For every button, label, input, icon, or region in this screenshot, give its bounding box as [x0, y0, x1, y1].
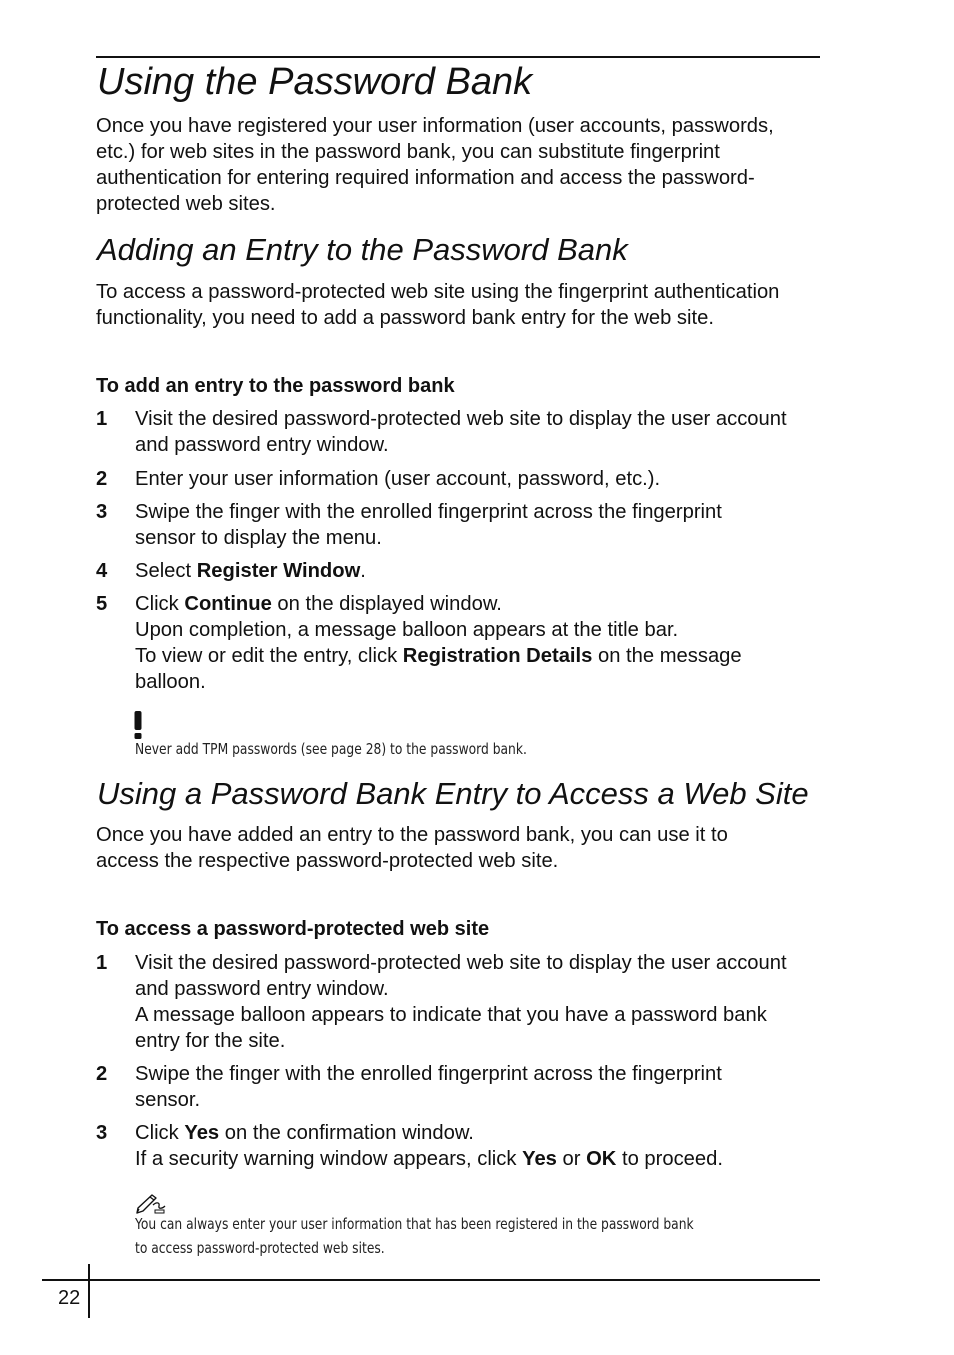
- step-text: Click Yes on the confirmation window. If a security warning window appears, click Yes or OK to proceed.: [135, 1122, 723, 1170]
- tip-note: You can always enter your user information that has been registered in the password bank to access password-protected web sites.: [135, 1215, 694, 1257]
- section1-paragraph: To access a password-protected web site using the fingerprint authentication functionality, you need to add a password bank entry for the web site.: [96, 281, 780, 329]
- page-number: 22: [58, 1287, 81, 1309]
- step-text: Swipe the finger with the enrolled fingerprint across the fingerprint sensor.: [135, 1063, 722, 1111]
- ui-term-continue: Continue: [184, 593, 272, 615]
- section-heading-using-entry: Using a Password Bank Entry to Access a Web Site: [97, 776, 809, 811]
- step-number: 2: [96, 1063, 108, 1085]
- step-number: 3: [96, 501, 108, 523]
- procedure-title-add-entry: To add an entry to the password bank: [96, 375, 455, 397]
- ui-term-register-window: Register Window: [196, 560, 361, 582]
- step-text: Enter your user information (user account, password, etc.).: [135, 468, 661, 490]
- caution-note: Never add TPM passwords (see page 28) to the password bank.: [135, 740, 527, 758]
- step-text: Select Register Window.: [135, 560, 366, 582]
- page-title: Using the Password Bank: [97, 61, 533, 103]
- step-number: 4: [96, 560, 108, 582]
- step-text: Click Continue on the displayed window. Upon completion, a message balloon appears at the title bar. To view or edit the entry, click Registration Details on the message balloon.: [135, 593, 742, 693]
- pencil-note-icon: [135, 1192, 167, 1214]
- footer-rule: [42, 1279, 820, 1281]
- step-number: 3: [96, 1122, 108, 1144]
- footer-divider: [88, 1264, 90, 1318]
- section-heading-adding-entry: Adding an Entry to the Password Bank: [97, 232, 628, 267]
- procedure-title-access-site: To access a password-protected web site: [96, 918, 490, 940]
- ui-term-yes: Yes: [522, 1148, 557, 1170]
- ui-term-registration-details: Registration Details: [402, 645, 593, 667]
- step-text: Swipe the finger with the enrolled fingerprint across the fingerprint sensor to display the menu.: [135, 501, 722, 549]
- step-number: 5: [96, 593, 108, 615]
- step-number: 1: [96, 952, 108, 974]
- step-text: Visit the desired password-protected web site to display the user account and password entry window. A message balloon appears to indicate that you have a password bank entry for the site.: [135, 952, 787, 1052]
- step-number: 1: [96, 408, 108, 430]
- ui-term-ok: OK: [586, 1148, 617, 1170]
- ui-term-yes: Yes: [184, 1122, 220, 1144]
- step-text: Visit the desired password-protected web site to display the user account and password entry window.: [135, 408, 787, 456]
- step-number: 2: [96, 468, 108, 490]
- header-rule: [96, 56, 820, 58]
- intro-paragraph: Once you have registered your user information (user accounts, passwords, etc.) for web sites in the password bank, you can substitute fingerprint authentication for entering required information and access the password- protected web sites.: [96, 115, 774, 215]
- section2-paragraph: Once you have added an entry to the password bank, you can use it to access the respective password-protected web site.: [96, 824, 728, 872]
